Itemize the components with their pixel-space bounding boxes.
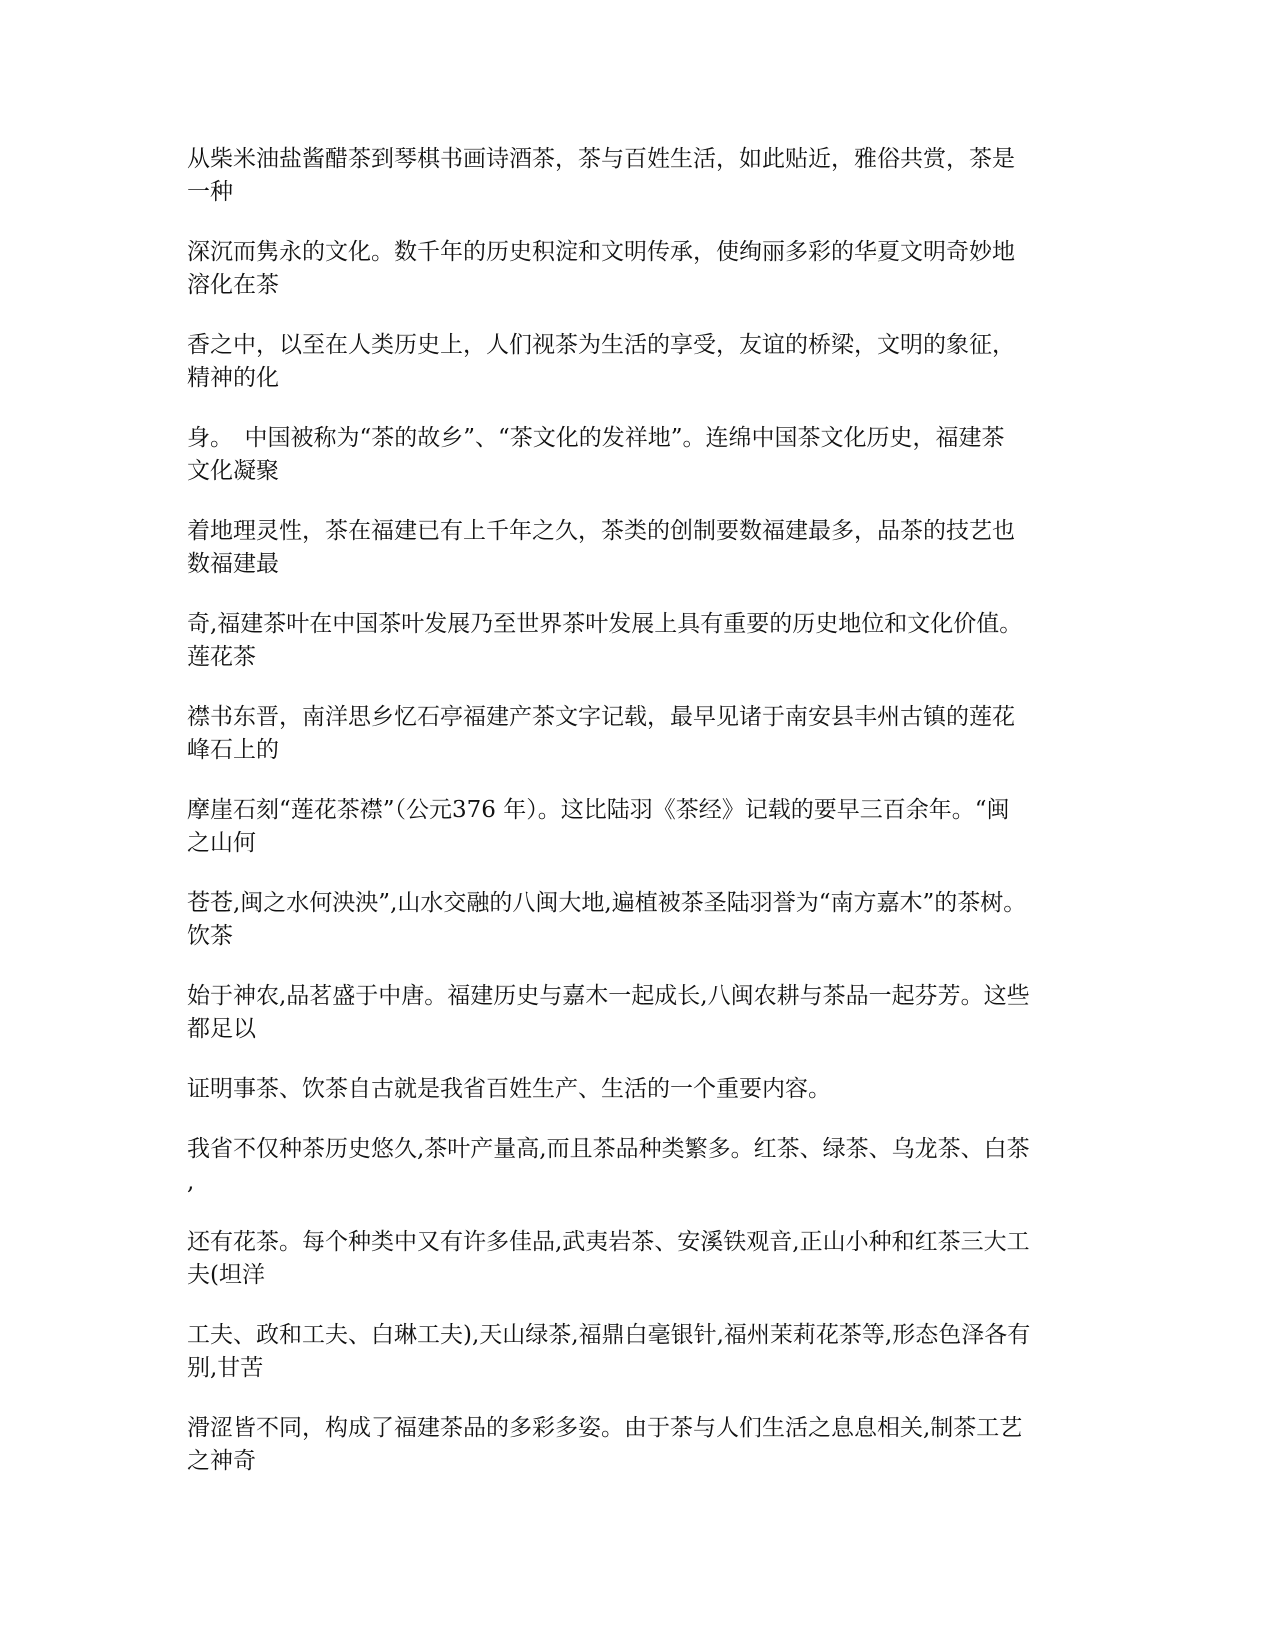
paragraph-line: 襟书东晋，南洋思乡忆石亭福建产茶文字记载，最早见诸于南安县丰州古镇的莲花	[187, 704, 1015, 730]
paragraph	[187, 794, 1087, 860]
paragraph	[187, 515, 1087, 581]
paragraph-line: 溶化在茶	[187, 272, 279, 298]
paragraph-line: 莲花茶	[187, 644, 256, 670]
paragraph-line: 摩崖石刻“莲花茶襟”（公元376 年）。这比陆羽《茶经》记载的要早三百余年。“闽	[187, 797, 1010, 823]
paragraph	[187, 1319, 1087, 1385]
paragraph-line: 还有花茶。每个种类中又有许多佳品,武夷岩茶、安溪铁观音,正山小种和红茶三大工	[187, 1229, 1030, 1255]
paragraph-line: 我省不仅种茶历史悠久,茶叶产量高,而且茶品种类繁多。红茶、绿茶、乌龙茶、白茶	[187, 1136, 1030, 1162]
paragraph	[187, 1412, 1087, 1478]
paragraph	[187, 1226, 1087, 1292]
paragraph-line: 奇,福建茶叶在中国茶叶发展乃至世界茶叶发展上具有重要的历史地位和文化价值。	[187, 611, 1023, 637]
paragraph-line: 深沉而隽永的文化。数千年的历史积淀和文明传承，使绚丽多彩的华夏文明奇妙地	[187, 239, 1015, 265]
paragraph	[187, 1133, 1087, 1199]
paragraph	[187, 1073, 1087, 1106]
paragraph-line: 饮茶	[187, 923, 233, 949]
paragraph-line: 都足以	[187, 1016, 256, 1042]
paragraph	[187, 143, 1087, 209]
paragraph-line: 工夫、政和工夫、白琳工夫),天山绿茶,福鼎白毫银针,福州茉莉花茶等,形态色泽各有	[187, 1322, 1031, 1348]
paragraph	[187, 608, 1087, 674]
paragraph	[187, 887, 1087, 953]
paragraph-line: 香之中，以至在人类历史上，人们视茶为生活的享受，友谊的桥梁，文明的象征，	[187, 332, 1015, 358]
paragraph	[187, 329, 1087, 395]
paragraph-line: 精神的化	[187, 365, 279, 391]
paragraph-line: 始于神农,品茗盛于中唐。福建历史与嘉木一起成长,八闽农耕与茶品一起芬芳。这些	[187, 983, 1030, 1009]
document-body	[187, 143, 1087, 1505]
paragraph-line: 夫(坦洋	[187, 1262, 265, 1288]
paragraph	[187, 980, 1087, 1046]
paragraph-line: ,	[187, 1169, 195, 1195]
paragraph	[187, 236, 1087, 302]
paragraph-line: 之神奇	[187, 1448, 256, 1474]
paragraph-line: 身。 中国被称为“茶的故乡”、“茶文化的发祥地”。连绵中国茶文化历史，福建茶	[187, 425, 1005, 451]
paragraph-line: 着地理灵性，茶在福建已有上千年之久，茶类的创制要数福建最多，品茶的技艺也	[187, 518, 1015, 544]
paragraph-line: 别,甘苦	[187, 1355, 264, 1381]
paragraph-line: 之山何	[187, 830, 256, 856]
paragraph-line: 证明事茶、饮茶自古就是我省百姓生产、生活的一个重要内容。	[187, 1076, 831, 1102]
paragraph-line: 一种	[187, 179, 233, 205]
paragraph	[187, 422, 1087, 488]
paragraph-line: 滑涩皆不同，构成了福建茶品的多彩多姿。由于茶与人们生活之息息相关,制茶工艺	[187, 1415, 1023, 1441]
paragraph-line: 文化凝聚	[187, 458, 279, 484]
paragraph-line: 从柴米油盐酱醋茶到琴棋书画诗酒茶，茶与百姓生活，如此贴近，雅俗共赏，茶是	[187, 146, 1015, 172]
paragraph-line: 苍苍,闽之水何泱泱”,山水交融的八闽大地,遍植被茶圣陆羽誉为“南方嘉木”的茶树。	[187, 890, 1027, 916]
paragraph	[187, 701, 1087, 767]
paragraph-line: 峰石上的	[187, 737, 279, 763]
paragraph-line: 数福建最	[187, 551, 279, 577]
